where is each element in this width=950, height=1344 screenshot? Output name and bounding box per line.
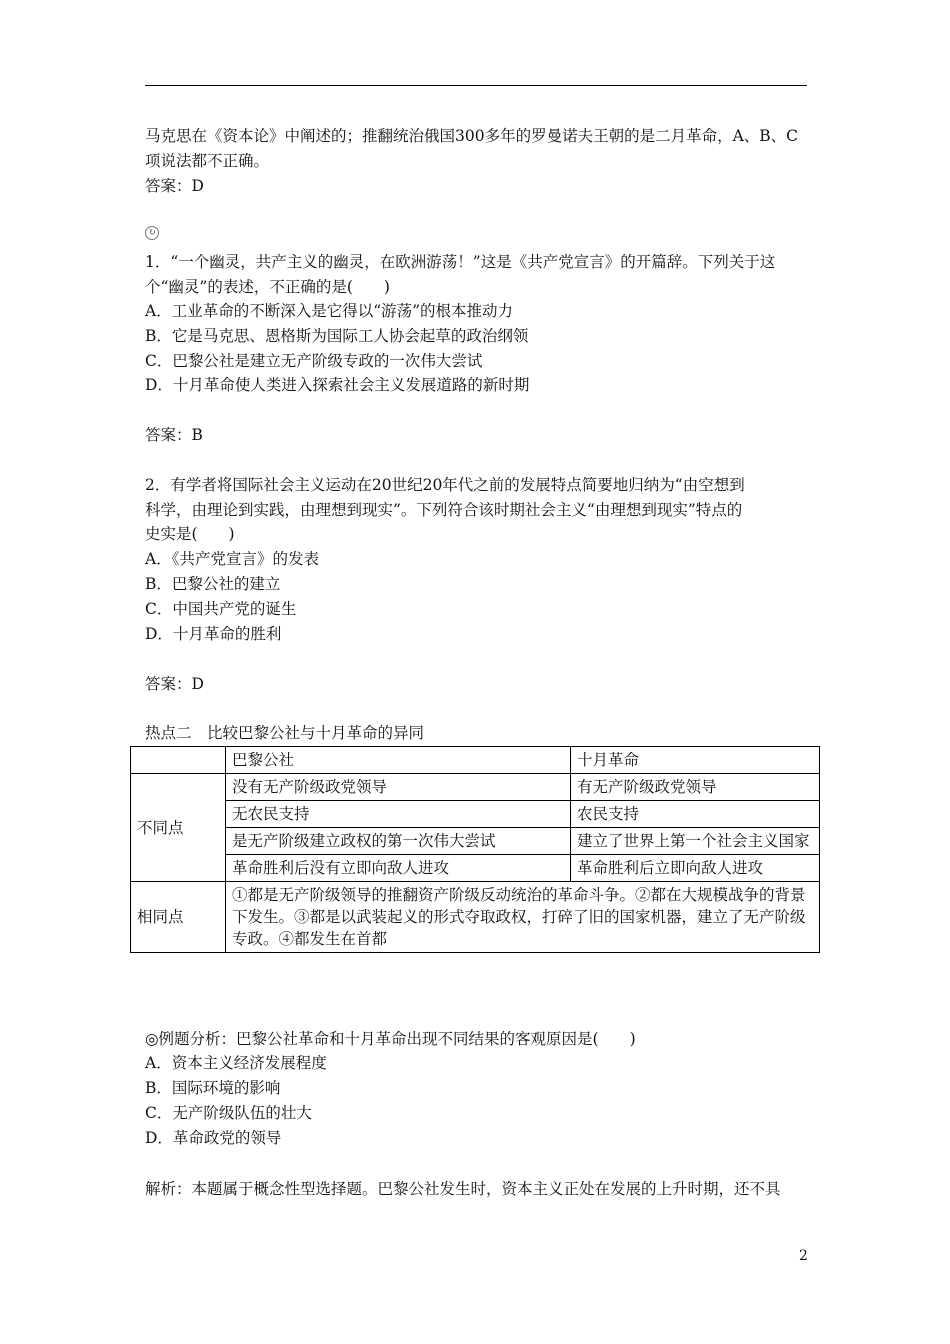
- table-row-same: [131, 882, 820, 953]
- q1-option-b: B．它是马克思、恩格斯为国际工人协会起草的政治纲领: [145, 327, 529, 345]
- diff-label: 不同点: [131, 774, 226, 882]
- continued-line-1: 马克思在《资本论》中阐述的；推翻统治俄国300多年的罗曼诺夫王朝的是二月革命，A、B、C: [145, 127, 799, 145]
- example-option-b: B．国际环境的影响: [145, 1079, 281, 1097]
- q2-option-c: C．中国共产党的诞生: [145, 600, 297, 618]
- header-rule: [145, 85, 807, 86]
- october-cell: 有无产阶级政党领导: [571, 774, 820, 801]
- paris-cell: 革命胜利后没有立即向敌人进攻: [226, 855, 571, 882]
- q2-stem-line-3: 史实是( ): [145, 525, 235, 543]
- october-cell: 农民支持: [571, 801, 820, 828]
- example-option-c: C．无产阶级队伍的壮大: [145, 1104, 312, 1122]
- q2-answer: 答案：D: [145, 675, 204, 693]
- q1-stem-line-2: 个“幽灵”的表述，不正确的是( ): [145, 278, 390, 296]
- table-row: [131, 855, 820, 882]
- page-number: 2: [799, 1248, 808, 1264]
- same-label: 相同点: [131, 882, 226, 953]
- q2-stem-line-2: 科学，由理论到实践，由理想到现实”。下列符合该时期社会主义“由理想到现实”特点的: [145, 501, 743, 519]
- q1-option-a: A．工业革命的不断深入是它得以“游荡”的根本推动力: [145, 302, 514, 320]
- table-corner-cell: [131, 747, 226, 774]
- table-row: [131, 801, 820, 828]
- q2-option-a: A．《共产党宣言》的发表: [145, 550, 319, 568]
- table-row: [131, 828, 820, 855]
- q2-stem-line-1: 2．有学者将国际社会主义运动在20世纪20年代之前的发展特点简要地归纳为“由空想到: [145, 476, 745, 494]
- paris-cell: 无农民支持: [226, 801, 571, 828]
- q1-stem-line-1: 1．“一个幽灵，共产主义的幽灵，在欧洲游荡！”这是《共产党宣言》的开篇辞。下列关于这: [145, 253, 776, 271]
- header-october-revolution: 十月革命: [571, 747, 820, 774]
- q2-option-b: B．巴黎公社的建立: [145, 575, 281, 593]
- q1-option-d: D．十月革命使人类进入探索社会主义发展道路的新时期: [145, 376, 530, 394]
- same-text: ①都是无产阶级领导的推翻资产阶级反动统治的革命斗争。②都在大规模战争的背景下发生。③都是以武装起义的形式夺取政权，打碎了旧的国家机器，建立了无产阶级专政。④都发生在首都: [226, 882, 820, 953]
- continued-answer: 答案：D: [145, 177, 204, 195]
- paris-cell: 没有无产阶级政党领导: [226, 774, 571, 801]
- table-row: [131, 774, 820, 801]
- example-option-d: D．革命政党的领导: [145, 1129, 282, 1147]
- example-stem: ◎例题分析：巴黎公社革命和十月革命出现不同结果的客观原因是( ): [145, 1030, 636, 1048]
- october-cell: 革命胜利后立即向敌人进攻: [571, 855, 820, 882]
- example-analysis: 解析：本题属于概念性型选择题。巴黎公社发生时，资本主义正处在发展的上升时期，还不具: [145, 1180, 781, 1198]
- q1-option-c: C．巴黎公社是建立无产阶级专政的一次伟大尝试: [145, 352, 483, 370]
- q1-answer: 答案：B: [145, 426, 203, 444]
- header-paris-commune: 巴黎公社: [226, 747, 571, 774]
- comparison-table: [130, 746, 820, 953]
- example-option-a: A．资本主义经济发展程度: [145, 1054, 327, 1072]
- hotspot-title: 热点二 比较巴黎公社与十月革命的异同: [145, 724, 425, 742]
- q2-option-d: D．十月革命的胜利: [145, 625, 282, 643]
- table-header-row: [131, 747, 820, 774]
- october-cell: 建立了世界上第一个社会主义国家: [571, 828, 820, 855]
- refresh-icon[interactable]: ↻: [145, 226, 159, 240]
- paris-cell: 是无产阶级建立政权的第一次伟大尝试: [226, 828, 571, 855]
- continued-line-2: 项说法都不正确。: [145, 152, 270, 170]
